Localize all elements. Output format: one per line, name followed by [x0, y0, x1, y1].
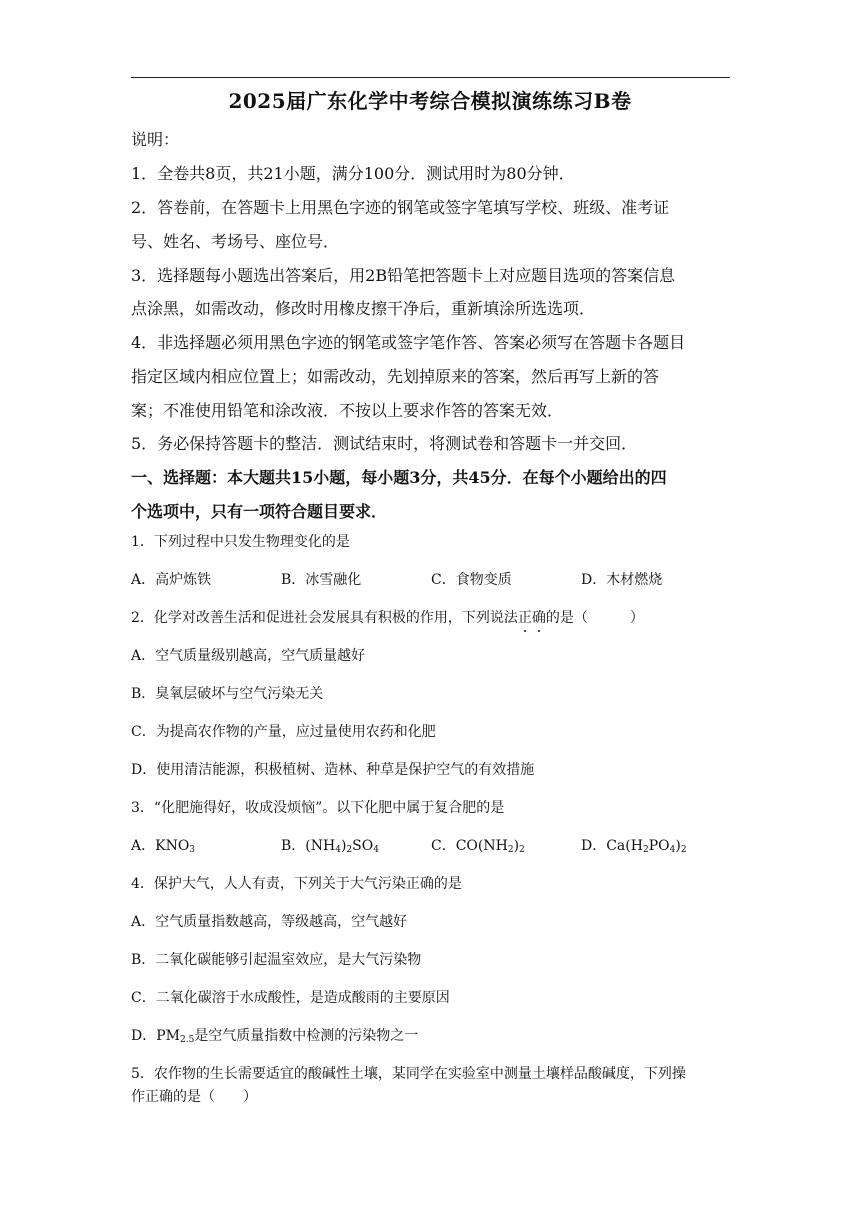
question-3-option-b	[281, 835, 379, 855]
instruction-line: 点涂黑，如需改动，修改时用橡皮擦干净后，重新填涂所选选项．	[131, 299, 596, 318]
question-2-option-b: B．臭氧层破坏与空气污染无关	[131, 686, 324, 702]
subscript: 2	[642, 845, 649, 855]
section-heading: 个选项中，只有一项符合题目要求．	[131, 502, 388, 521]
instruction-line: 指定区域内相应位置上；如需改动，先划掉原来的答案，然后再写上新的答	[131, 367, 660, 386]
question-4-option-b: B．二氧化碳能够引起温室效应，是大气污染物	[131, 952, 422, 968]
question-4-stem: 4．保护大气，人人有责，下列关于大气污染正确的是	[131, 876, 462, 892]
question-2-emphasis	[518, 610, 546, 626]
instruction-line: 号、姓名、考场号、座位号．	[131, 232, 340, 251]
option-text: D．PM	[131, 1028, 180, 1044]
question-1-option-d: D．木材燃烧	[581, 572, 663, 588]
question-2-option-d: D．使用清洁能源，积极植树、造林、种草是保护空气的有效措施	[131, 762, 535, 778]
instruction-line: 4．非选择题必须用黑色字迹的钢笔或签字笔作答、答案必须写在答题卡各题目	[131, 333, 686, 352]
option-text: PO	[648, 838, 670, 854]
subscript: 2	[507, 845, 514, 855]
question-4-option-c: C．二氧化碳溶于水成酸性，是造成酸雨的主要原因	[131, 990, 450, 1006]
question-5-stem: 5．农作物的生长需要适宜的酸碱性土壤，某同学在实验室中测量土壤样品酸碱度，下列操	[131, 1066, 686, 1082]
subscript: 2	[680, 845, 687, 855]
instruction-line: 2．答卷前，在答题卡上用黑色字迹的钢笔或签字笔填写学校、班级、准考证	[131, 198, 670, 217]
question-2-stem	[131, 607, 644, 627]
subscript: 2	[346, 845, 353, 855]
option-text: B．(NH	[281, 838, 336, 854]
subscript: 4	[335, 845, 341, 855]
question-1-option-c: C．食物变质	[431, 572, 512, 588]
question-3-option-a	[131, 835, 195, 855]
section-heading: 一、选择题：本大题共15小题，每小题3分，共45分．在每个小题给出的四	[131, 468, 667, 487]
subscript: 2.5	[179, 1035, 195, 1045]
option-text: SO	[352, 838, 374, 854]
question-2-stem-text: 2．化学对改善生活和促进社会发展具有积极的作用，下列说法	[131, 610, 518, 626]
question-5-stem: 作正确的是（ ）	[131, 1089, 257, 1105]
emphasis-dot	[538, 630, 540, 632]
instruction-line: 5．务必保持答题卡的整洁．测试结束时，将测试卷和答题卡一并交回．	[131, 434, 638, 453]
instruction-line: 1．全卷共8页，共21小题，满分100分．测试用时为80分钟．	[131, 164, 575, 183]
instructions-heading: 说明：	[131, 130, 180, 149]
option-text: 是空气质量指数中检测的污染物之一	[194, 1028, 419, 1044]
question-3-option-c	[431, 835, 525, 855]
subscript: 4	[669, 845, 676, 855]
emphasis-dot	[524, 630, 526, 632]
question-1-stem: 1．下列过程中只发生物理变化的是	[131, 534, 350, 550]
question-1-option-a: A．高炉炼铁	[131, 572, 212, 588]
question-4-option-a: A．空气质量指数越高，等级越高，空气越好	[131, 914, 408, 930]
question-2-stem-tail: 的是（ ）	[545, 610, 644, 626]
header-rule	[131, 77, 730, 78]
option-text: )	[675, 838, 681, 854]
instruction-line: 案；不准使用铅笔和涂改液．不按以上要求作答的答案无效．	[131, 401, 564, 420]
question-4-option-d	[131, 1025, 418, 1045]
option-text: C．CO(NH	[431, 838, 508, 854]
option-text: )	[340, 838, 347, 854]
question-3-stem: 3．“化肥施得好，收成没烦恼”。以下化肥中属于复合肥的是	[131, 800, 505, 816]
option-text: )	[513, 838, 520, 854]
question-3-option-d	[581, 835, 687, 855]
option-text: D．Ca(H	[581, 838, 643, 854]
question-1-option-b: B．冰雪融化	[281, 572, 362, 588]
question-2-emphasis-text: 正确	[517, 610, 546, 626]
question-2-option-a: A．空气质量级别越高，空气质量越好	[131, 648, 366, 664]
instruction-line: 3．选择题每小题选出答案后，用2B铅笔把答题卡上对应题目选项的答案信息	[131, 266, 676, 285]
page-title: 2025届广东化学中考综合模拟演练练习B卷	[228, 89, 632, 113]
question-2-option-c: C．为提高农作物的产量，应过量使用农药和化肥	[131, 724, 436, 740]
subscript: 3	[189, 845, 196, 855]
option-text: A．KNO	[131, 838, 190, 854]
subscript: 4	[373, 845, 379, 855]
subscript: 2	[519, 845, 525, 855]
